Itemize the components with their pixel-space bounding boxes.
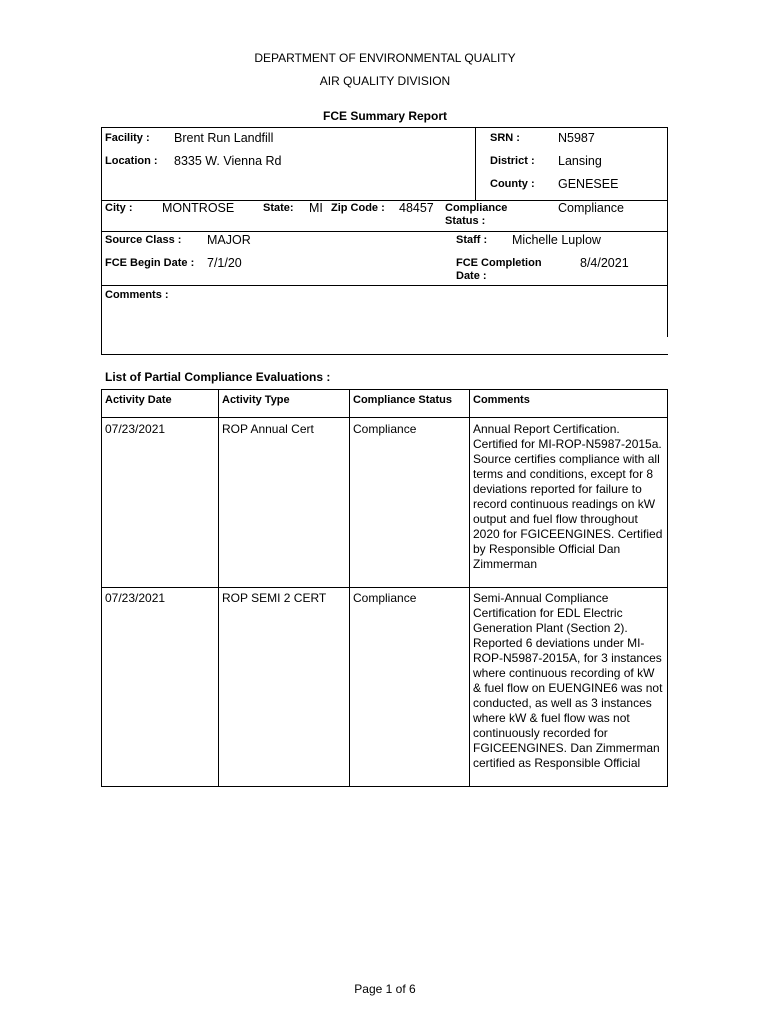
pce-table-bottom-border: [101, 786, 668, 787]
division-heading: AIR QUALITY DIVISION: [319, 74, 451, 88]
srn-value: N5987: [558, 131, 595, 145]
staff-label: Staff :: [456, 234, 488, 246]
compliance-status-label-line1: Compliance: [445, 202, 508, 214]
state-value: MI: [309, 201, 323, 215]
summary-right-border: [667, 127, 668, 337]
summary-left-border: [101, 127, 102, 355]
page-number: Page 1 of 6: [354, 982, 416, 996]
pce-col-line-3: [469, 389, 470, 787]
pce-title: List of Partial Compliance Evaluations :: [105, 370, 331, 384]
summary-inner-divider: [475, 127, 476, 200]
pce-header-activity-date: Activity Date: [105, 394, 172, 406]
pce-header-activity-type: Activity Type: [222, 394, 290, 406]
district-value: Lansing: [558, 154, 602, 168]
pce-row-divider: [101, 587, 668, 588]
summary-bottom-border: [101, 354, 668, 355]
county-value: GENESEE: [558, 177, 619, 191]
zip-value: 48457: [399, 201, 434, 215]
pce-row-2-status: Compliance: [353, 591, 417, 605]
pce-header-compliance-status: Compliance Status: [353, 394, 453, 406]
pce-header-comments: Comments: [473, 394, 530, 406]
fce-begin-label: FCE Begin Date :: [105, 257, 195, 269]
facility-label: Facility :: [105, 132, 150, 144]
pce-row-2-type: ROP SEMI 2 CERT: [222, 591, 327, 605]
pce-row-1-comments: Annual Report Certification. Certified for MI-ROP-N5987-2015a. Source certifies compliance with all terms and conditions, except for 8 deviations reported for failure to record continuous readings on kW output and fuel flow throughout 2020 for FGICEENGINES. Certified by Responsible Official Dan Zimmerman: [473, 422, 663, 571]
pce-header-divider: [101, 417, 668, 418]
compliance-status-value: Compliance: [558, 201, 625, 215]
pce-col-line-2: [349, 389, 350, 787]
department-heading: DEPARTMENT OF ENVIRONMENTAL QUALITY: [254, 51, 516, 65]
state-label: State:: [263, 202, 294, 214]
source-class-label: Source Class :: [105, 234, 182, 246]
pce-row-1-date: 07/23/2021: [105, 422, 166, 436]
county-label: County :: [490, 178, 535, 190]
pce-col-line-4: [667, 389, 668, 787]
city-label: City :: [105, 202, 133, 214]
fce-completion-value: 8/4/2021: [580, 256, 629, 270]
district-label: District :: [490, 155, 535, 167]
facility-value: Brent Run Landfill: [174, 131, 274, 145]
compliance-status-label-line2: Status :: [445, 215, 486, 227]
city-value: MONTROSE: [162, 201, 235, 215]
fce-completion-label-line2: Date :: [456, 270, 487, 282]
pce-row-2-comments: Semi-Annual Compliance Certification for EDL Electric Generation Plant (Section 2). Reported 6 deviations under MI-ROP-N5987-2015A, for 3 instances where continuous recording of kW & fuel flow on EUENGINE6 was not conducted, as well as 3 instances where kW & fuel flow was not continuously recorded for FGICEENGINES. Dan Zimmerman certified as Responsible Official: [473, 591, 663, 770]
pce-col-line-1: [218, 389, 219, 787]
pce-table-top-border: [101, 389, 668, 390]
source-class-value: MAJOR: [207, 233, 251, 247]
summary-divider-comments: [101, 285, 668, 286]
pce-row-2-date: 07/23/2021: [105, 591, 166, 605]
location-value: 8335 W. Vienna Rd: [174, 154, 282, 168]
summary-divider-source: [101, 231, 668, 232]
fce-completion-label-line1: FCE Completion: [456, 257, 542, 269]
comments-label: Comments :: [105, 289, 169, 301]
srn-label: SRN :: [490, 132, 520, 144]
summary-top-border: [101, 127, 668, 128]
pce-row-1-status: Compliance: [353, 422, 417, 436]
fce-begin-value: 7/1/20: [207, 256, 242, 270]
pce-col-line-0: [101, 389, 102, 787]
location-label: Location :: [105, 155, 158, 167]
pce-row-1-type: ROP Annual Cert: [222, 422, 314, 436]
zip-label: Zip Code :: [331, 202, 385, 214]
staff-value: Michelle Luplow: [512, 233, 601, 247]
report-title: FCE Summary Report: [322, 109, 448, 123]
